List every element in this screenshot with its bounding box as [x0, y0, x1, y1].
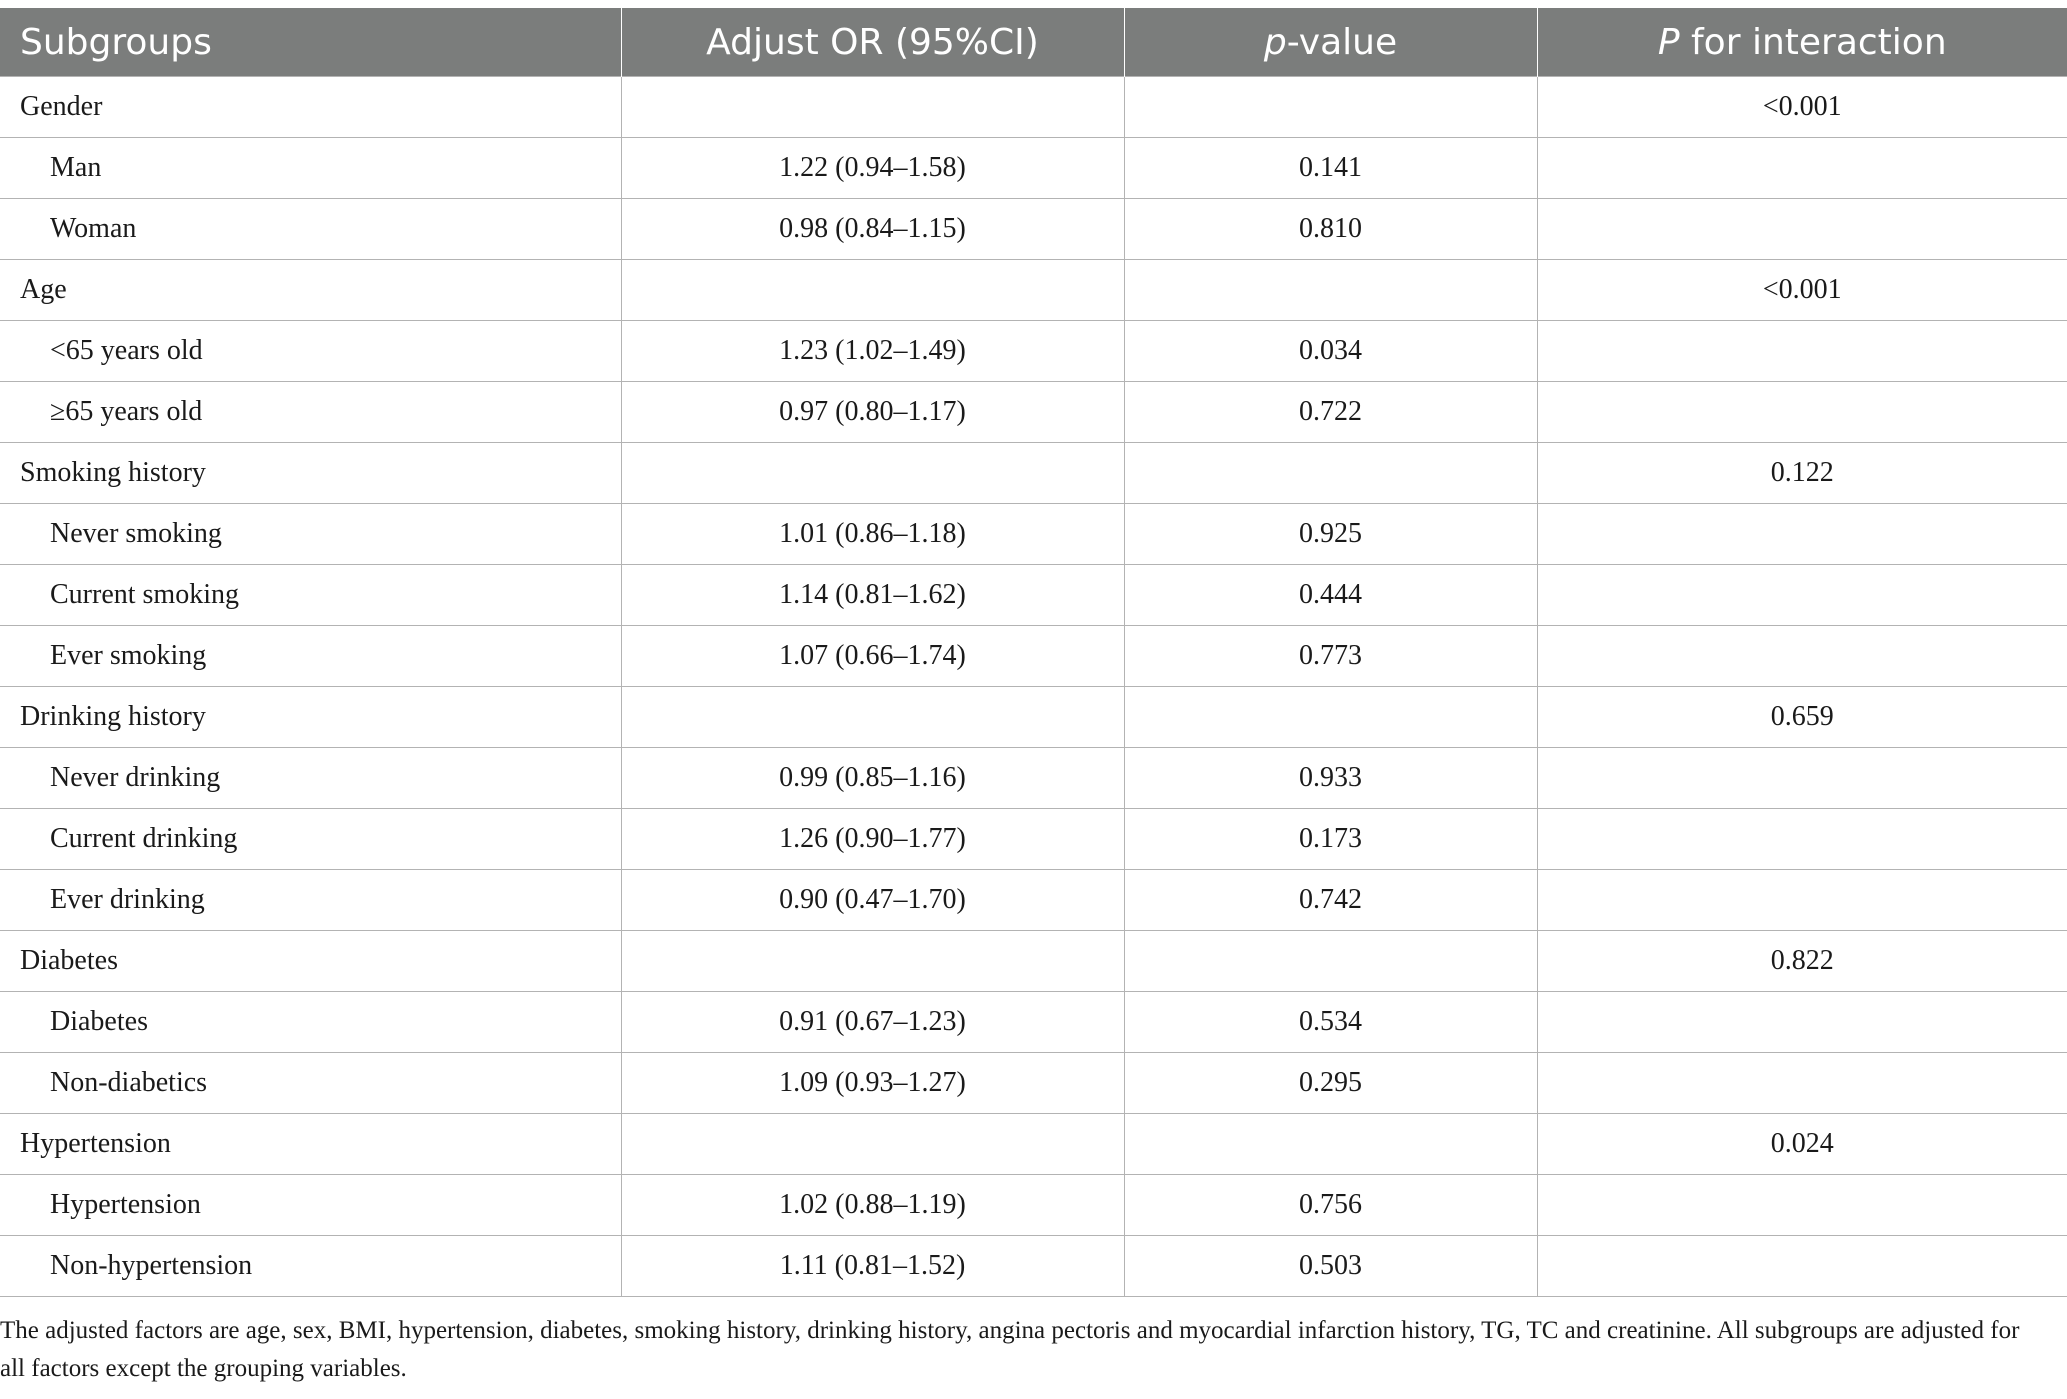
cell-p-value	[1124, 443, 1537, 504]
cell-p-value: 0.534	[1124, 992, 1537, 1053]
cell-p-interaction	[1537, 138, 2067, 199]
cell-p-interaction	[1537, 870, 2067, 931]
header-subgroups: Subgroups	[0, 8, 621, 77]
table-row	[0, 565, 2067, 626]
cell-subgroup: Never smoking	[0, 504, 621, 565]
cell-p-interaction	[1537, 748, 2067, 809]
cell-adjust-or: 0.90 (0.47–1.70)	[621, 870, 1124, 931]
cell-adjust-or: 0.91 (0.67–1.23)	[621, 992, 1124, 1053]
cell-p-value: 0.742	[1124, 870, 1537, 931]
table-row	[0, 870, 2067, 931]
cell-subgroup: Never drinking	[0, 748, 621, 809]
subgroup-table-container	[0, 8, 2067, 1297]
cell-p-value: 0.034	[1124, 321, 1537, 382]
cell-p-interaction	[1537, 809, 2067, 870]
cell-subgroup: Current drinking	[0, 809, 621, 870]
cell-subgroup: Age	[0, 260, 621, 321]
cell-adjust-or: 0.98 (0.84–1.15)	[621, 199, 1124, 260]
table-row	[0, 1236, 2067, 1297]
cell-p-interaction	[1537, 1053, 2067, 1114]
cell-p-interaction	[1537, 199, 2067, 260]
cell-p-value	[1124, 687, 1537, 748]
table-row	[0, 809, 2067, 870]
cell-p-interaction	[1537, 504, 2067, 565]
cell-p-interaction	[1537, 382, 2067, 443]
table-header	[0, 8, 2067, 77]
table-row	[0, 504, 2067, 565]
cell-adjust-or: 1.14 (0.81–1.62)	[621, 565, 1124, 626]
table-row	[0, 1175, 2067, 1236]
cell-p-interaction	[1537, 1236, 2067, 1297]
cell-subgroup: Non-hypertension	[0, 1236, 621, 1297]
table-row	[0, 748, 2067, 809]
header-p-value	[1124, 8, 1537, 77]
cell-p-interaction: 0.024	[1537, 1114, 2067, 1175]
table-row	[0, 626, 2067, 687]
cell-subgroup: Hypertension	[0, 1175, 621, 1236]
cell-subgroup: Smoking history	[0, 443, 621, 504]
cell-adjust-or: 1.01 (0.86–1.18)	[621, 504, 1124, 565]
table-row	[0, 321, 2067, 382]
cell-subgroup: Current smoking	[0, 565, 621, 626]
cell-p-value: 0.810	[1124, 199, 1537, 260]
cell-adjust-or	[621, 1114, 1124, 1175]
cell-p-interaction	[1537, 992, 2067, 1053]
cell-subgroup: Man	[0, 138, 621, 199]
table-body	[0, 77, 2067, 1297]
cell-adjust-or	[621, 443, 1124, 504]
cell-adjust-or: 1.02 (0.88–1.19)	[621, 1175, 1124, 1236]
cell-subgroup: Gender	[0, 77, 621, 138]
cell-subgroup: Woman	[0, 199, 621, 260]
cell-p-interaction	[1537, 565, 2067, 626]
cell-p-value: 0.503	[1124, 1236, 1537, 1297]
cell-p-interaction: <0.001	[1537, 77, 2067, 138]
table-row-group	[0, 260, 2067, 321]
table-row	[0, 138, 2067, 199]
cell-p-interaction: <0.001	[1537, 260, 2067, 321]
cell-p-interaction	[1537, 1175, 2067, 1236]
cell-p-value	[1124, 1114, 1537, 1175]
table-row	[0, 382, 2067, 443]
cell-adjust-or: 1.22 (0.94–1.58)	[621, 138, 1124, 199]
table-row-group	[0, 77, 2067, 138]
cell-p-value: 0.933	[1124, 748, 1537, 809]
cell-p-value	[1124, 931, 1537, 992]
cell-adjust-or: 1.23 (1.02–1.49)	[621, 321, 1124, 382]
table-row-group	[0, 1114, 2067, 1175]
cell-adjust-or	[621, 931, 1124, 992]
cell-p-value: 0.141	[1124, 138, 1537, 199]
table-row-group	[0, 443, 2067, 504]
cell-p-value: 0.756	[1124, 1175, 1537, 1236]
subgroup-analysis-table	[0, 8, 2067, 1297]
header-p-interaction-rest: for interaction	[1679, 21, 1947, 63]
header-adjust-or: Adjust OR (95%CI)	[621, 8, 1124, 77]
header-row	[0, 8, 2067, 77]
cell-p-interaction: 0.822	[1537, 931, 2067, 992]
cell-p-value: 0.173	[1124, 809, 1537, 870]
cell-subgroup: Diabetes	[0, 931, 621, 992]
header-p-interaction-italic: P	[1657, 21, 1680, 63]
cell-adjust-or: 0.97 (0.80–1.17)	[621, 382, 1124, 443]
cell-adjust-or: 1.09 (0.93–1.27)	[621, 1053, 1124, 1114]
cell-p-interaction: 0.659	[1537, 687, 2067, 748]
table-row	[0, 199, 2067, 260]
cell-p-interaction: 0.122	[1537, 443, 2067, 504]
cell-p-value: 0.722	[1124, 382, 1537, 443]
cell-subgroup: <65 years old	[0, 321, 621, 382]
cell-p-value: 0.444	[1124, 565, 1537, 626]
cell-adjust-or	[621, 260, 1124, 321]
cell-subgroup: ≥65 years old	[0, 382, 621, 443]
cell-subgroup: Ever drinking	[0, 870, 621, 931]
header-p-value-rest: -value	[1286, 21, 1398, 63]
cell-subgroup: Hypertension	[0, 1114, 621, 1175]
cell-p-value	[1124, 260, 1537, 321]
table-row	[0, 1053, 2067, 1114]
cell-subgroup: Non-diabetics	[0, 1053, 621, 1114]
cell-adjust-or	[621, 77, 1124, 138]
cell-p-value: 0.773	[1124, 626, 1537, 687]
table-footnote: The adjusted factors are age, sex, BMI, hypertension, diabetes, smoking history, drinking history, angina pectoris and myocardial infarction history, TG, TC and creatinine. All subgroups are adjusted for all factors except the grouping variables.	[0, 1317, 2020, 1382]
table-row-group	[0, 687, 2067, 748]
cell-p-value: 0.925	[1124, 504, 1537, 565]
cell-subgroup: Diabetes	[0, 992, 621, 1053]
table-row	[0, 992, 2067, 1053]
cell-p-value: 0.295	[1124, 1053, 1537, 1114]
cell-adjust-or: 1.07 (0.66–1.74)	[621, 626, 1124, 687]
cell-p-interaction	[1537, 626, 2067, 687]
cell-p-value	[1124, 77, 1537, 138]
cell-adjust-or	[621, 687, 1124, 748]
cell-subgroup: Ever smoking	[0, 626, 621, 687]
cell-adjust-or: 0.99 (0.85–1.16)	[621, 748, 1124, 809]
header-p-interaction	[1537, 8, 2067, 77]
cell-adjust-or: 1.26 (0.90–1.77)	[621, 809, 1124, 870]
header-p-value-italic: p	[1263, 21, 1287, 63]
cell-subgroup: Drinking history	[0, 687, 621, 748]
cell-adjust-or: 1.11 (0.81–1.52)	[621, 1236, 1124, 1297]
cell-p-interaction	[1537, 321, 2067, 382]
table-row-group	[0, 931, 2067, 992]
